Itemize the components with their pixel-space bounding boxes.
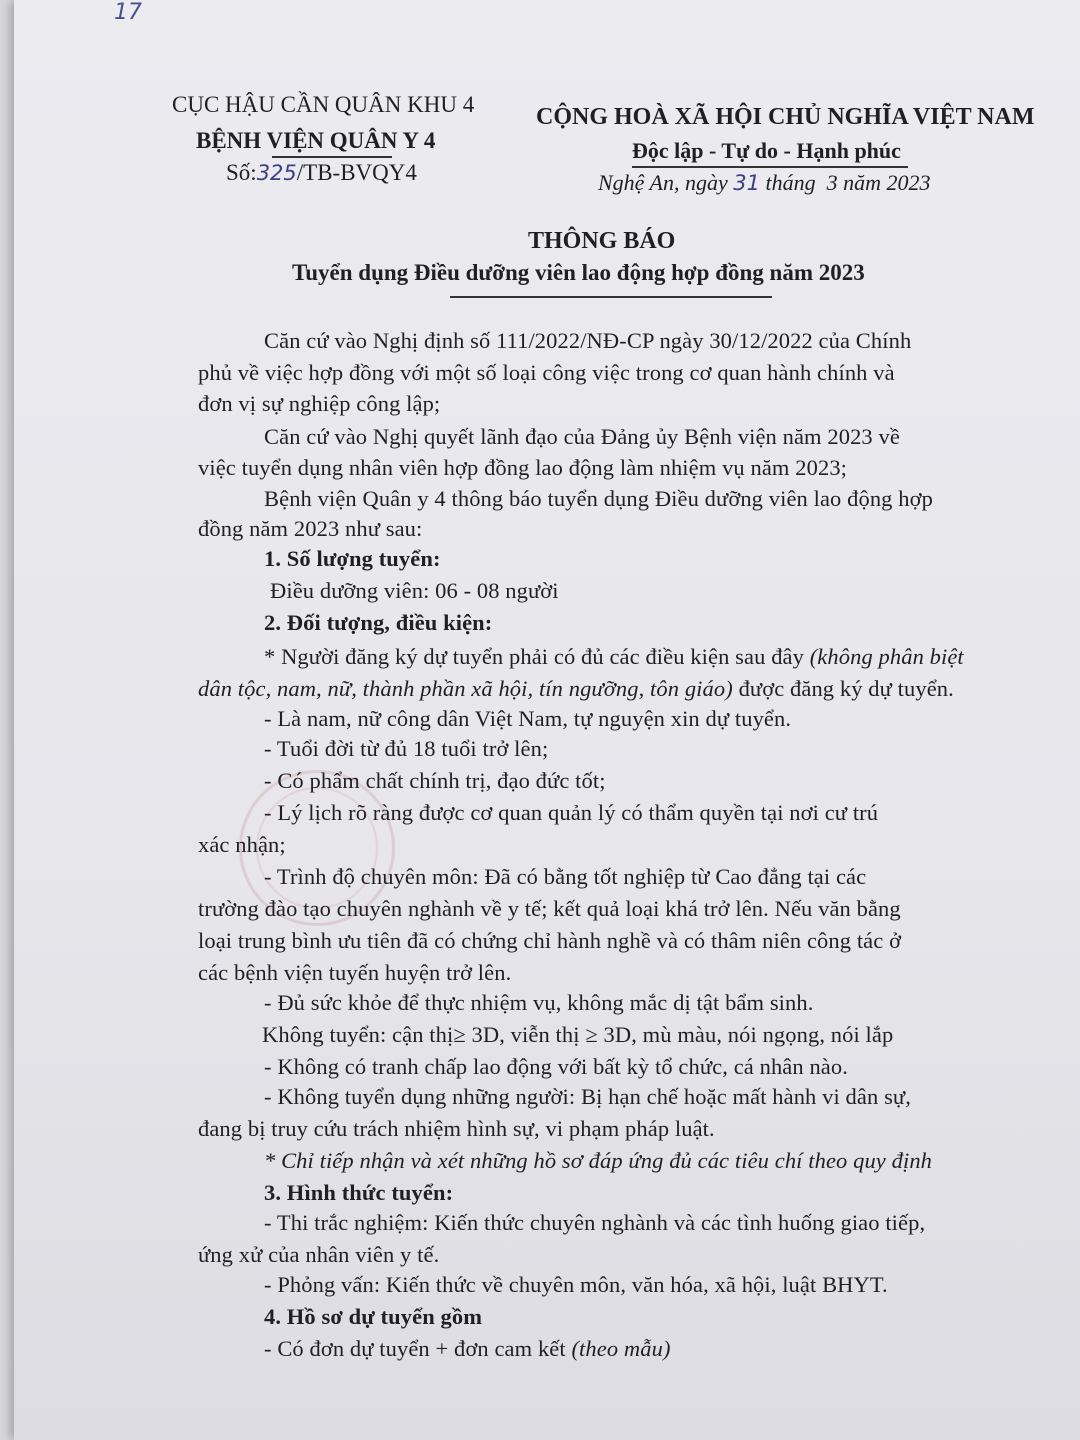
section-heading-4: 4. Hồ sơ dự tuyển gồm — [264, 1304, 483, 1329]
section-heading-3: 3. Hình thức tuyển: — [264, 1180, 454, 1205]
document-title: THÔNG BÁO — [528, 228, 676, 254]
geq-symbol: ≥ — [585, 1022, 598, 1047]
paragraph-line: - Không có tranh chấp lao động với bất kỳ tổ chức, cá nhân nào. — [264, 1054, 848, 1079]
paragraph-line: Bệnh viện Quân y 4 thông báo tuyển dụng Điều dưỡng viên lao động hợp — [264, 486, 933, 511]
date-month: 3 — [826, 170, 838, 195]
number-prefix: Số: — [226, 160, 257, 185]
text-run: 3D, mù màu, nói ngọng, nói lắp — [597, 1022, 894, 1047]
paragraph-line: - Tuổi đời từ đủ 18 tuổi trở lên; — [264, 736, 549, 761]
date-prefix: Nghệ An, ngày — [598, 170, 728, 195]
text-run: 3D, viễn thị — [465, 1022, 586, 1047]
paragraph-line: - Trình độ chuyên môn: Đã có bằng tốt nghiệp từ Cao đẳng tại các — [264, 864, 867, 889]
paragraph-line: phủ về việc hợp đồng với một số loại công việc trong cơ quan hành chính và — [198, 360, 895, 385]
document-page — [14, 0, 1080, 1440]
paragraph-line: Căn cứ vào Nghị định số 111/2022/NĐ-CP ngày 30/12/2022 của Chính — [264, 328, 912, 353]
paragraph-line: Điều dưỡng viên: 06 - 08 người — [270, 578, 559, 603]
paragraph-line — [198, 676, 954, 702]
paragraph-line: loại trung bình ưu tiên đã có chứng chỉ hành nghề và có thâm niên công tác ở — [198, 928, 902, 953]
text-run: Không tuyển: cận thị — [262, 1022, 454, 1047]
number-suffix: /TB-BVQY4 — [296, 160, 417, 185]
paragraph-line: - Thi trắc nghiệm: Kiến thức chuyên nghành và các tình huống giao tiếp, — [264, 1210, 926, 1235]
paragraph-line: đơn vị sự nghiệp công lập; — [198, 391, 441, 416]
hospital-underline — [272, 156, 392, 158]
document-subtitle: Tuyển dụng Điều dưỡng viên lao động hợp đồng năm 2023 — [292, 260, 865, 285]
date-day: 31 — [733, 171, 760, 195]
paragraph-line: các bệnh viện tuyến huyện trở lên. — [198, 960, 512, 985]
paragraph-line: xác nhận; — [198, 832, 286, 857]
paragraph-line: đồng năm 2023 như sau: — [198, 516, 423, 541]
paragraph-line — [264, 644, 964, 670]
paragraph-line: - Có phẩm chất chính trị, đạo đức tốt; — [264, 768, 606, 793]
date-month-label: tháng — [765, 170, 816, 195]
document-number — [226, 160, 417, 186]
geq-symbol: ≥ — [453, 1022, 466, 1047]
paragraph-line: - Lý lịch rõ ràng được cơ quan quản lý có thẩm quyền tại nơi cư trú — [264, 800, 879, 825]
paragraph-line: - Phỏng vấn: Kiến thức về chuyên môn, văn hóa, xã hội, luật BHYT. — [264, 1272, 888, 1297]
text-run: * Người đăng ký dự tuyển phải có đủ các điều kiện sau đây — [264, 644, 804, 669]
paragraph-line: việc tuyển dụng nhân viên hợp đồng lao động làm nhiệm vụ năm 2023; — [198, 455, 848, 480]
paragraph-line: Căn cứ vào Nghị quyết lãnh đạo của Đảng ủy Bệnh viện năm 2023 về — [264, 424, 900, 449]
title-underline — [450, 296, 772, 298]
issue-date — [598, 170, 931, 196]
paragraph-line — [262, 1022, 893, 1048]
number-handwritten: 325 — [256, 161, 297, 185]
paragraph-line — [264, 1336, 671, 1362]
paragraph-line: - Đủ sức khỏe để thực nhiệm vụ, không mắc dị tật bẩm sinh. — [264, 990, 814, 1015]
section-heading-1: 1. Số lượng tuyển: — [264, 546, 441, 571]
national-motto: Độc lập - Tự do - Hạnh phúc — [632, 138, 901, 163]
text-run-italic: dân tộc, nam, nữ, thành phần xã hội, tín ngưỡng, tôn giáo) — [198, 676, 733, 701]
paragraph-line: - Không tuyển dụng những người: Bị hạn chế hoặc mất hành vi dân sự, — [264, 1084, 911, 1109]
paragraph-line: đang bị truy cứu trách nhiệm hình sự, vi phạm pháp luật. — [198, 1116, 715, 1141]
date-year: năm 2023 — [843, 170, 931, 195]
motto-underline — [632, 166, 908, 168]
paragraph-line-italic: * Chỉ tiếp nhận và xét những hồ sơ đáp ứng đủ các tiêu chí theo quy định — [264, 1148, 933, 1173]
handwritten-mark: 17 — [114, 0, 142, 25]
paragraph-line: - Là nam, nữ công dân Việt Nam, tự nguyện xin dự tuyển. — [264, 706, 792, 731]
section-heading-2: 2. Đối tượng, điều kiện: — [264, 610, 493, 635]
country-name: CỘNG HOÀ XÃ HỘI CHỦ NGHĨA VIỆT NAM — [536, 104, 1035, 130]
hospital-name: BỆNH VIỆN QUÂN Y 4 — [196, 128, 436, 153]
text-run: được đăng ký dự tuyển. — [738, 676, 954, 701]
text-run-italic: (theo mẫu) — [571, 1336, 671, 1361]
text-run-italic: (không phân biệt — [809, 644, 964, 669]
paragraph-line: trường đào tạo chuyên nghành về y tế; kết quả loại khá trở lên. Nếu văn bằng — [198, 896, 901, 921]
paragraph-line: ứng xử của nhân viên y tế. — [198, 1242, 440, 1267]
text-run: - Có đơn dự tuyển + đơn cam kết — [264, 1336, 566, 1361]
agency-name: CỤC HẬU CẦN QUÂN KHU 4 — [172, 92, 475, 117]
